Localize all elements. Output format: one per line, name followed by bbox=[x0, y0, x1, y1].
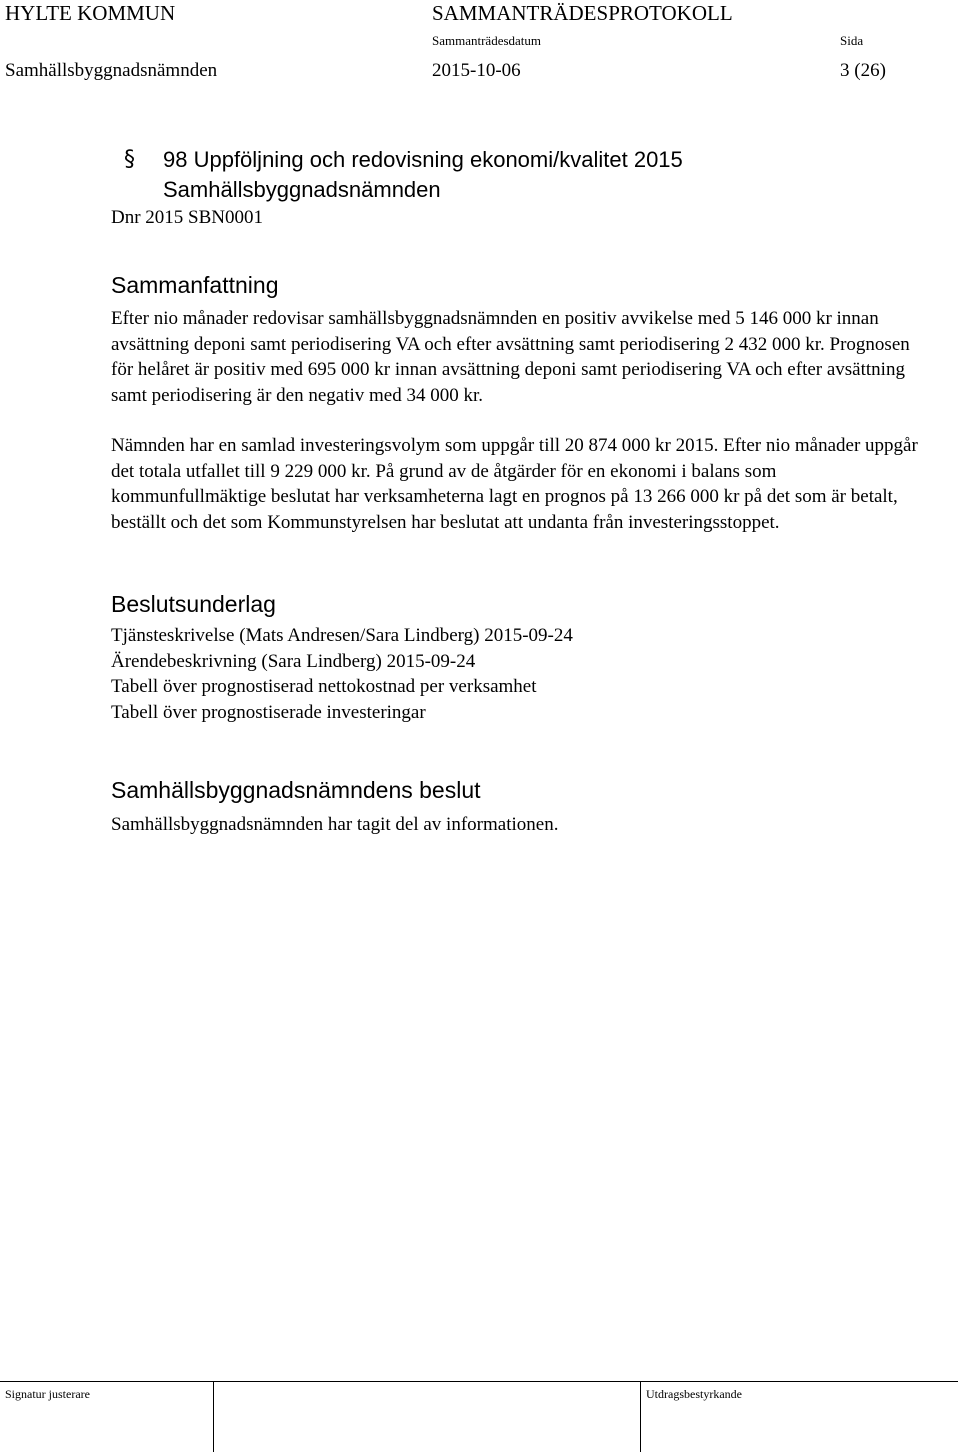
summary-paragraph-2: Nämnden har en samlad investeringsvolym som uppgår till 20 874 000 kr 2015. Efter nio månader uppgår det totala utfallet till 9 229 000 kr. På grund av de åtgärder för en ekonomi i balans som kommunfullmäktige beslutat har verksamheterna lagt en prognos på 13 266 000 kr på det som är betalt, beställt och det som Kommunstyrelsen har beslutat att undanta från investeringsstoppet. bbox=[111, 435, 918, 533]
extract-label: Utdragsbestyrkande bbox=[646, 1387, 742, 1401]
item-title bbox=[163, 145, 683, 205]
basis-heading: Beslutsunderlag bbox=[111, 591, 276, 617]
signature-footer bbox=[0, 1381, 958, 1452]
item-title-line1: 98 Uppföljning och redovisning ekonomi/kvalitet 2015 bbox=[163, 147, 683, 172]
basis-item: Tabell över prognostiserad nettokostnad per verksamhet bbox=[111, 676, 537, 698]
decision-heading: Samhällsbyggnadsnämndens beslut bbox=[111, 777, 481, 803]
committee-name: Samhällsbyggnadsnämnden bbox=[5, 60, 218, 81]
basis-list bbox=[111, 623, 573, 725]
footer-divider bbox=[640, 1382, 641, 1452]
basis-item: Ärendebeskrivning (Sara Lindberg) 2015-09-24 bbox=[111, 650, 476, 672]
page-label: Sida bbox=[840, 33, 864, 48]
section-sign-icon: § bbox=[124, 147, 135, 172]
protocol-title: SAMMANTRÄDESPROTOKOLL bbox=[432, 1, 733, 25]
meeting-date: 2015-10-06 bbox=[432, 60, 521, 81]
item-title-line2: Samhällsbyggnadsnämnden bbox=[163, 177, 441, 202]
basis-item: Tabell över prognostiserade investeringar bbox=[111, 701, 426, 723]
basis-item: Tjänsteskrivelse (Mats Andresen/Sara Lindberg) 2015-09-24 bbox=[111, 625, 573, 646]
signature-label: Signatur justerare bbox=[5, 1387, 90, 1401]
municipality-name: HYLTE KOMMUN bbox=[5, 1, 176, 25]
footer-divider bbox=[213, 1382, 214, 1452]
date-label: Sammanträdesdatum bbox=[432, 33, 542, 48]
decision-text: Samhällsbyggnadsnämnden har tagit del av informationen. bbox=[111, 814, 559, 835]
page-number: 3 (26) bbox=[840, 60, 886, 81]
summary-paragraph-1: Efter nio månader redovisar samhällsbyggnadsnämnden en positiv avvikelse med 5 146 000 kr innan avsättning deponi samt periodisering VA och efter avsättning samt periodisering 2 432 000 kr. Prognosen för helåret är positiv med 695 000 kr innan avsättning deponi samt periodisering VA och efter avsättning samt periodisering är den negativ med 34 000 kr. bbox=[111, 308, 910, 406]
dnr: Dnr 2015 SBN0001 bbox=[111, 207, 264, 228]
summary-heading: Sammanfattning bbox=[111, 272, 279, 298]
